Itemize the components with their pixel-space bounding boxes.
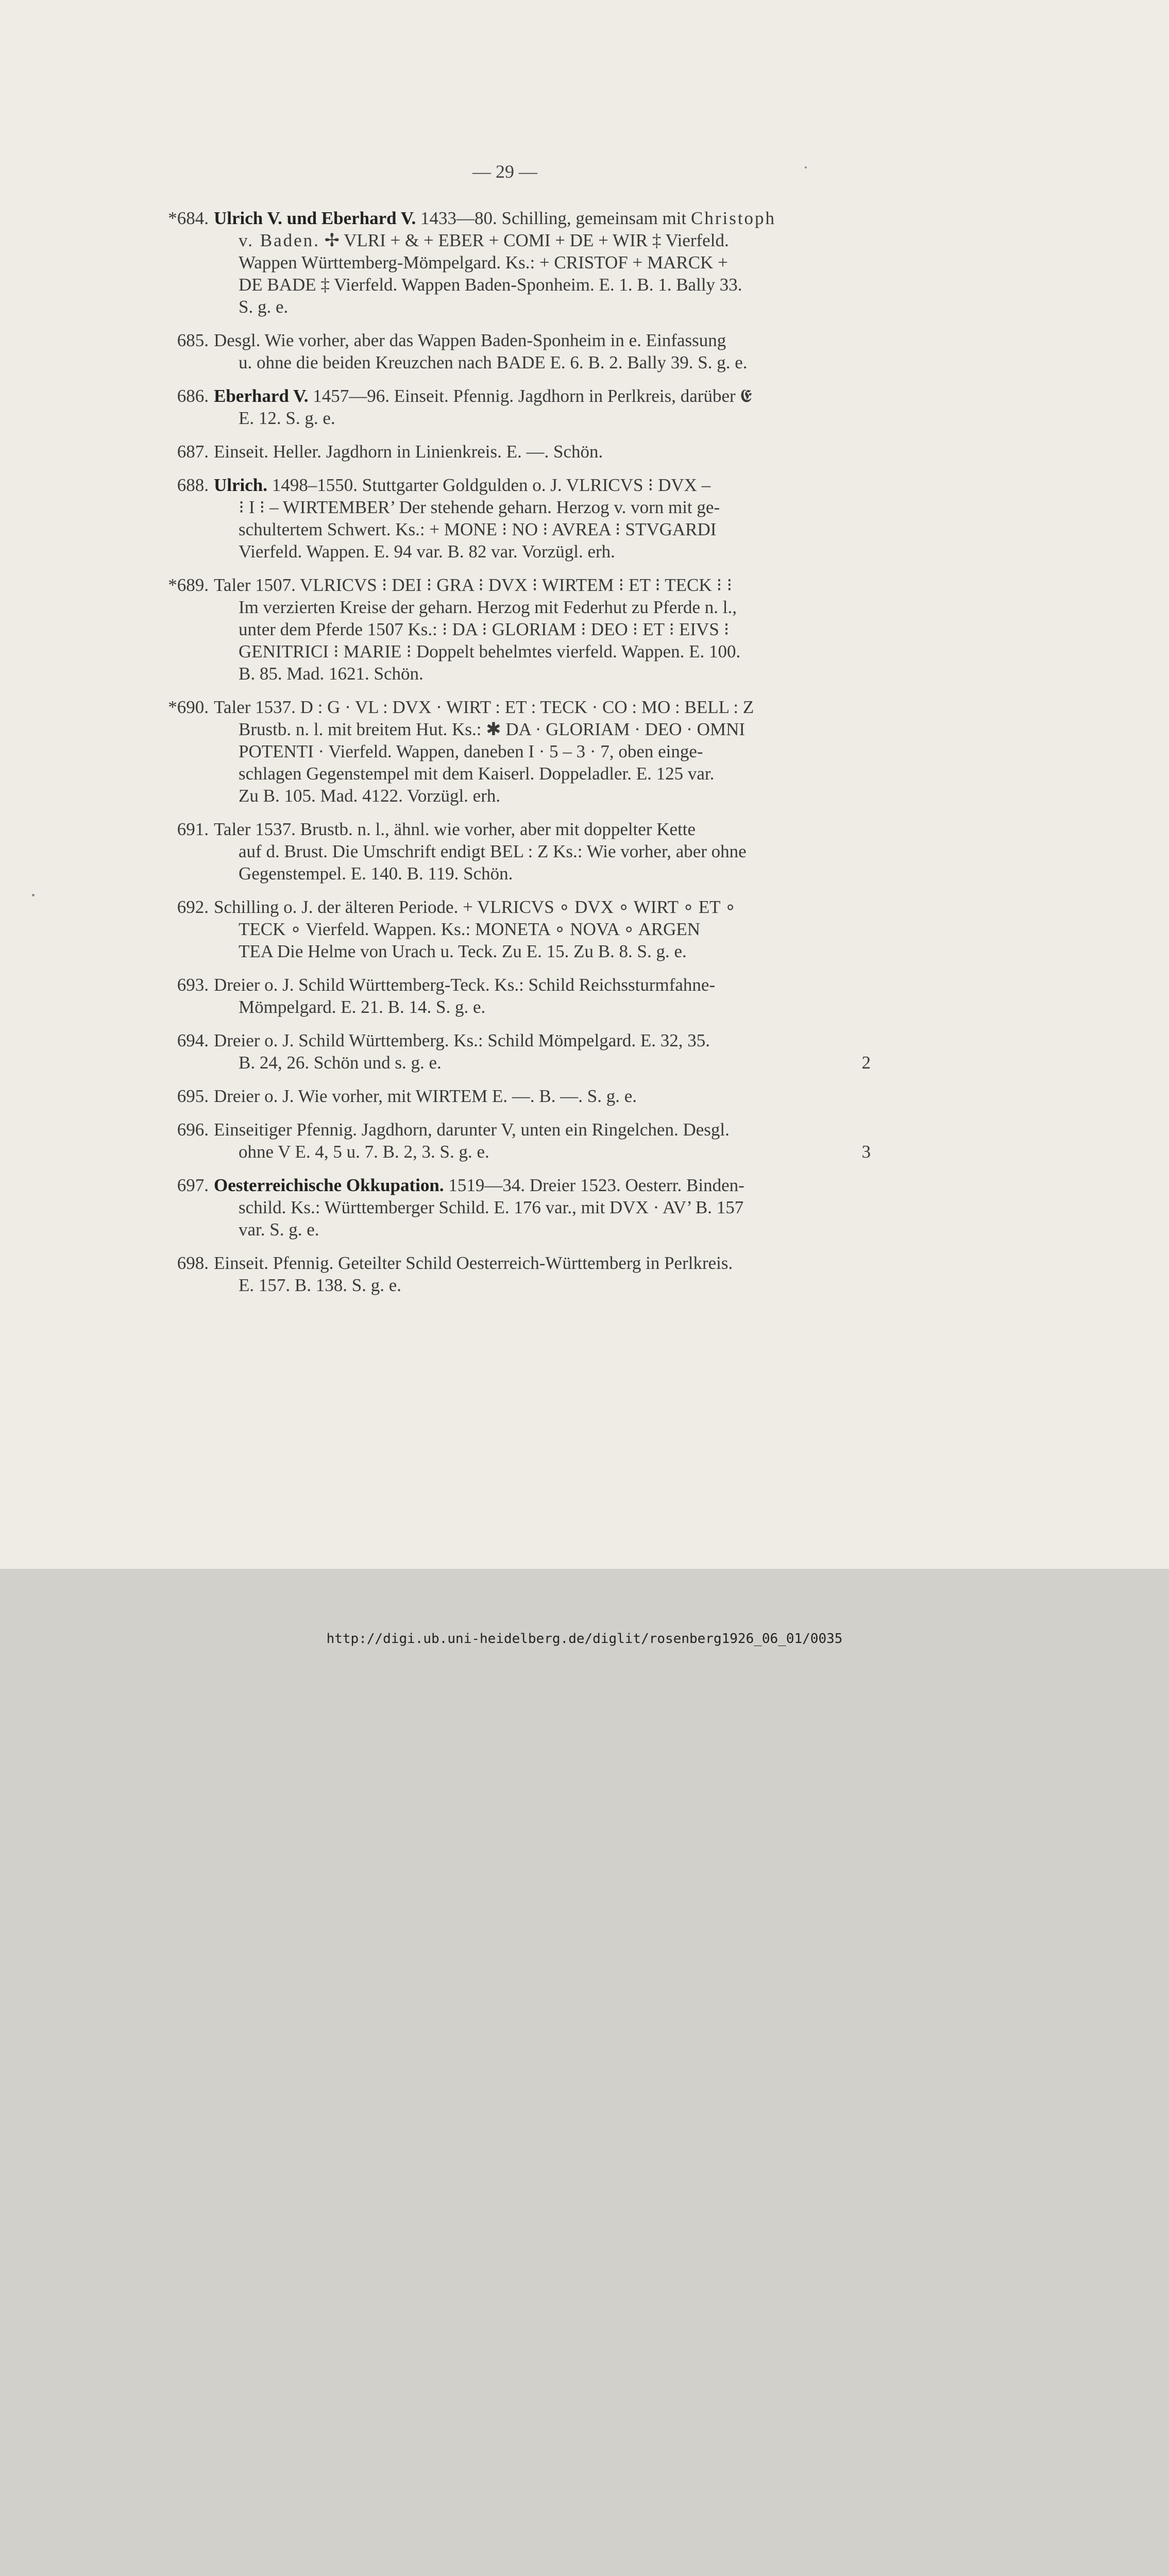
entry-text: POTENTI · Vierfeld. Wappen, daneben I · 5 – 3 · 7, oben einge- [239, 741, 703, 761]
entry-line [214, 574, 871, 596]
catalog-entry [149, 1029, 871, 1074]
paper-speck [805, 166, 807, 168]
entry-line [214, 1052, 871, 1074]
entry-line [214, 785, 871, 807]
entry-line [214, 818, 871, 840]
entry-line [214, 974, 871, 996]
line-text [239, 275, 742, 295]
entry-text: B. 24, 26. Schön und s. g. e. [239, 1053, 442, 1073]
entry-text: Einseitiger Pfennig. Jagdhorn, darunter V, unten ein Ringelchen. Desgl. [214, 1120, 730, 1140]
entry-number: 695. [177, 1086, 209, 1106]
line-text [239, 497, 720, 517]
line-text [239, 764, 714, 784]
line-margin-note: 2 [861, 1053, 871, 1073]
line-text [214, 1086, 637, 1106]
entry-text: schlagen Gegenstempel mit dem Kaiserl. Doppeladler. E. 125 var. [239, 764, 715, 784]
entry-line [214, 407, 871, 429]
catalog-entries [149, 207, 871, 1308]
line-text [214, 386, 752, 406]
entry-line [214, 862, 871, 885]
line-text [239, 863, 513, 884]
entry-line [214, 496, 871, 518]
line-text [239, 1052, 442, 1074]
line-text [239, 519, 716, 539]
line-text [214, 897, 736, 917]
entry-text: schultertem Schwert. Ks.: + MONE ⁝ NO ⁝ AVREA ⁝ STVGARDI [239, 519, 717, 539]
catalog-entry [149, 818, 871, 885]
entry-text: Dreier o. J. Wie vorher, mit WIRTEM E. —. B. —. S. g. e. [214, 1086, 637, 1106]
catalog-entry [149, 574, 871, 685]
line-text [239, 1197, 743, 1217]
entry-number: 696. [177, 1120, 209, 1140]
line-text [239, 1275, 401, 1295]
entry-heading: Ulrich V. und Eberhard V. [214, 208, 416, 228]
entry-number: 688. [177, 475, 209, 495]
entry-text: Zu B. 105. Mad. 4122. Vorzügl. erh. [239, 786, 501, 806]
line-text [214, 330, 726, 350]
entry-line [214, 663, 871, 685]
catalog-entry [149, 474, 871, 563]
entry-text: 1519—34. Dreier 1523. Oesterr. Binden- [444, 1175, 744, 1195]
line-text [239, 941, 687, 961]
line-text [239, 664, 423, 684]
entry-text: Taler 1507. VLRICVS ⁝ DEI ⁝ GRA ⁝ DVX ⁝ WIRTEM ⁝ ET ⁝ TECK ⁝ ⁝ [214, 575, 733, 595]
entry-line [214, 518, 871, 540]
entry-text: 1433—80. Schilling, gemeinsam mit [416, 208, 691, 228]
entry-number: 694. [177, 1030, 209, 1050]
entry-text: var. S. g. e. [239, 1219, 319, 1240]
entry-text: Mömpelgard. E. 21. B. 14. S. g. e. [239, 997, 486, 1017]
entry-line [214, 440, 871, 463]
entry-text: Vierfeld. Wappen. E. 94 var. B. 82 var. Vorzügl. erh. [239, 541, 615, 562]
catalog-entry [149, 207, 871, 318]
entry-line [214, 996, 871, 1018]
entry-line [214, 251, 871, 274]
line-text [239, 641, 740, 662]
entry-line [214, 1029, 871, 1052]
entry-number: *684. [168, 208, 209, 228]
entry-line [214, 696, 871, 718]
entry-line [214, 1274, 871, 1296]
entry-text: Taler 1537. D : G · VL : DVX · WIRT : ET : TECK · CO : MO : BELL : Z [214, 697, 754, 717]
line-text [239, 1141, 489, 1163]
catalog-entry [149, 696, 871, 807]
line-text [239, 997, 485, 1017]
entry-line [214, 274, 871, 296]
line-text [214, 575, 732, 595]
entry-heading: Eberhard V. [214, 386, 309, 406]
entry-line [214, 1218, 871, 1241]
line-text [239, 841, 747, 861]
catalog-entry [149, 1252, 871, 1296]
entry-line [214, 762, 871, 785]
entry-number: 691. [177, 819, 209, 839]
entry-line [214, 918, 871, 940]
catalog-entry [149, 329, 871, 374]
line-text [214, 819, 696, 839]
entry-line [214, 329, 871, 351]
entry-number: 698. [177, 1253, 209, 1273]
entry-text: E. 12. S. g. e. [239, 408, 335, 428]
entry-text: TEA Die Helme von Urach u. Teck. Zu E. 15. Zu B. 8. S. g. e. [239, 941, 687, 961]
entry-line [214, 351, 871, 374]
entry-text: Taler 1537. Brustb. n. l., ähnl. wie vorher, aber mit doppelter Kette [214, 819, 696, 839]
entry-line [214, 940, 871, 962]
entry-text: DE BADE ‡ Vierfeld. Wappen Baden-Sponheim. E. 1. B. 1. Bally 33. [239, 275, 742, 295]
entry-number: *690. [168, 697, 209, 717]
entry-heading: Oesterreichische Okkupation. [214, 1175, 444, 1195]
entry-heading: Ulrich. [214, 475, 268, 495]
entry-text: Gegenstempel. E. 140. B. 119. Schön. [239, 863, 513, 884]
entry-text: TECK ∘ Vierfeld. Wappen. Ks.: MONETA ∘ NOVA ∘ ARGEN [239, 919, 701, 939]
catalog-entry [149, 974, 871, 1018]
catalog-entry [149, 385, 871, 429]
line-text [214, 1120, 730, 1140]
line-text [239, 619, 730, 639]
line-text [214, 442, 603, 462]
entry-text: Einseit. Pfennig. Geteilter Schild Oesterreich-Württemberg in Perlkreis. [214, 1253, 733, 1273]
entry-line [214, 1196, 871, 1218]
entry-text: Im verzierten Kreise der geharn. Herzog mit Federhut zu Pferde n. l., [239, 597, 737, 617]
line-text [239, 719, 745, 739]
line-text [239, 297, 288, 317]
entry-number: 697. [177, 1175, 209, 1195]
line-text [239, 408, 335, 428]
entry-line [214, 540, 871, 563]
line-text [214, 975, 715, 995]
entry-number: *689. [168, 575, 209, 595]
entry-line [214, 207, 871, 229]
entry-text: Schilling o. J. der älteren Periode. + VLRICVS ∘ DVX ∘ WIRT ∘ ET ∘ [214, 897, 736, 917]
entry-text: B. 85. Mad. 1621. Schön. [239, 664, 423, 684]
catalog-entry [149, 896, 871, 962]
entry-line [214, 474, 871, 496]
catalog-entry [149, 1174, 871, 1241]
entry-line [214, 1174, 871, 1196]
line-text [214, 697, 754, 717]
entry-text: Brustb. n. l. mit breitem Hut. Ks.: ✱ DA · GLORIAM · DEO · OMNI [239, 719, 746, 739]
entry-text: v. Baden. [239, 230, 320, 250]
line-text [239, 352, 748, 372]
entry-line [214, 1118, 871, 1141]
entry-text: S. g. e. [239, 297, 289, 317]
entry-text: auf d. Brust. Die Umschrift endigt BEL : Z Ks.: Wie vorher, aber ohne [239, 841, 747, 861]
entry-text: Einseit. Heller. Jagdhorn in Linienkreis. E. —. Schön. [214, 442, 603, 462]
entry-text: Christoph [690, 208, 776, 228]
line-text [239, 541, 615, 562]
entry-number: 693. [177, 975, 209, 995]
entry-line [214, 618, 871, 640]
entry-line [214, 1085, 871, 1107]
entry-text: GENITRICI ⁝ MARIE ⁝ Doppelt behelmtes vierfeld. Wappen. E. 100. [239, 641, 741, 662]
line-text [214, 208, 776, 228]
entry-line [214, 1141, 871, 1163]
line-margin-note: 3 [861, 1142, 871, 1162]
entry-line [214, 385, 871, 407]
entry-number: 687. [177, 442, 209, 462]
entry-line [214, 296, 871, 318]
entry-text: 1498–1550. Stuttgarter Goldgulden o. J. VLRICVS ⁝ DVX – [267, 475, 711, 495]
line-text [239, 230, 729, 250]
line-text [214, 1253, 733, 1273]
line-text [239, 597, 737, 617]
line-text [214, 1175, 744, 1195]
entry-text: 1457—96. Einseit. Pfennig. Jagdhorn in Perlkreis, darüber 𝕰 [308, 386, 752, 406]
entry-line [214, 718, 871, 740]
line-text [214, 1030, 710, 1050]
entry-line [214, 840, 871, 862]
entry-line [214, 596, 871, 618]
entry-text: ohne V E. 4, 5 u. 7. B. 2, 3. S. g. e. [239, 1142, 489, 1162]
catalog-entry [149, 440, 871, 463]
entry-text: ⁝ I ⁝ – WIRTEMBER’ Der stehende geharn. Herzog v. vorn mit ge- [239, 497, 720, 517]
catalog-entry [149, 1085, 871, 1107]
entry-text: schild. Ks.: Württemberger Schild. E. 176 var., mit DVX · AV’ B. 157 [239, 1197, 744, 1217]
line-text [239, 1219, 319, 1240]
page-number: — 29 — [472, 161, 537, 182]
permalink-url[interactable]: http://digi.ub.uni-heidelberg.de/diglit/rosenberg1926_06_01/0035 [326, 1631, 843, 1647]
line-text [239, 252, 728, 273]
entry-line [214, 640, 871, 663]
paper-speck [32, 894, 35, 896]
entry-text: Desgl. Wie vorher, aber das Wappen Baden-Sponheim in e. Einfassung [214, 330, 726, 350]
line-text [214, 475, 710, 495]
entry-line [214, 229, 871, 251]
entry-text: Dreier o. J. Schild Württemberg. Ks.: Schild Mömpelgard. E. 32, 35. [214, 1030, 710, 1050]
entry-line [214, 896, 871, 918]
entry-text: ✢ VLRI + & + EBER + COMI + DE + WIR ‡ Vierfeld. [319, 230, 729, 250]
entry-text: u. ohne die beiden Kreuzchen nach BADE E. 6. B. 2. Bally 39. S. g. e. [239, 352, 748, 372]
entry-number: 686. [177, 386, 209, 406]
entry-number: 692. [177, 897, 209, 917]
entry-number: 685. [177, 330, 209, 350]
line-text [239, 919, 700, 939]
catalog-entry [149, 1118, 871, 1163]
entry-text: E. 157. B. 138. S. g. e. [239, 1275, 401, 1295]
line-text [239, 786, 500, 806]
line-text [239, 741, 703, 761]
entry-line [214, 740, 871, 762]
entry-text: unter dem Pferde 1507 Ks.: ⁝ DA ⁝ GLORIAM ⁝ DEO ⁝ ET ⁝ EIVS ⁝ [239, 619, 730, 639]
entry-line [214, 1252, 871, 1274]
entry-text: Wappen Württemberg-Mömpelgard. Ks.: + CRISTOF + MARCK + [239, 252, 728, 273]
entry-text: Dreier o. J. Schild Württemberg-Teck. Ks.: Schild Reichssturmfahne- [214, 975, 716, 995]
